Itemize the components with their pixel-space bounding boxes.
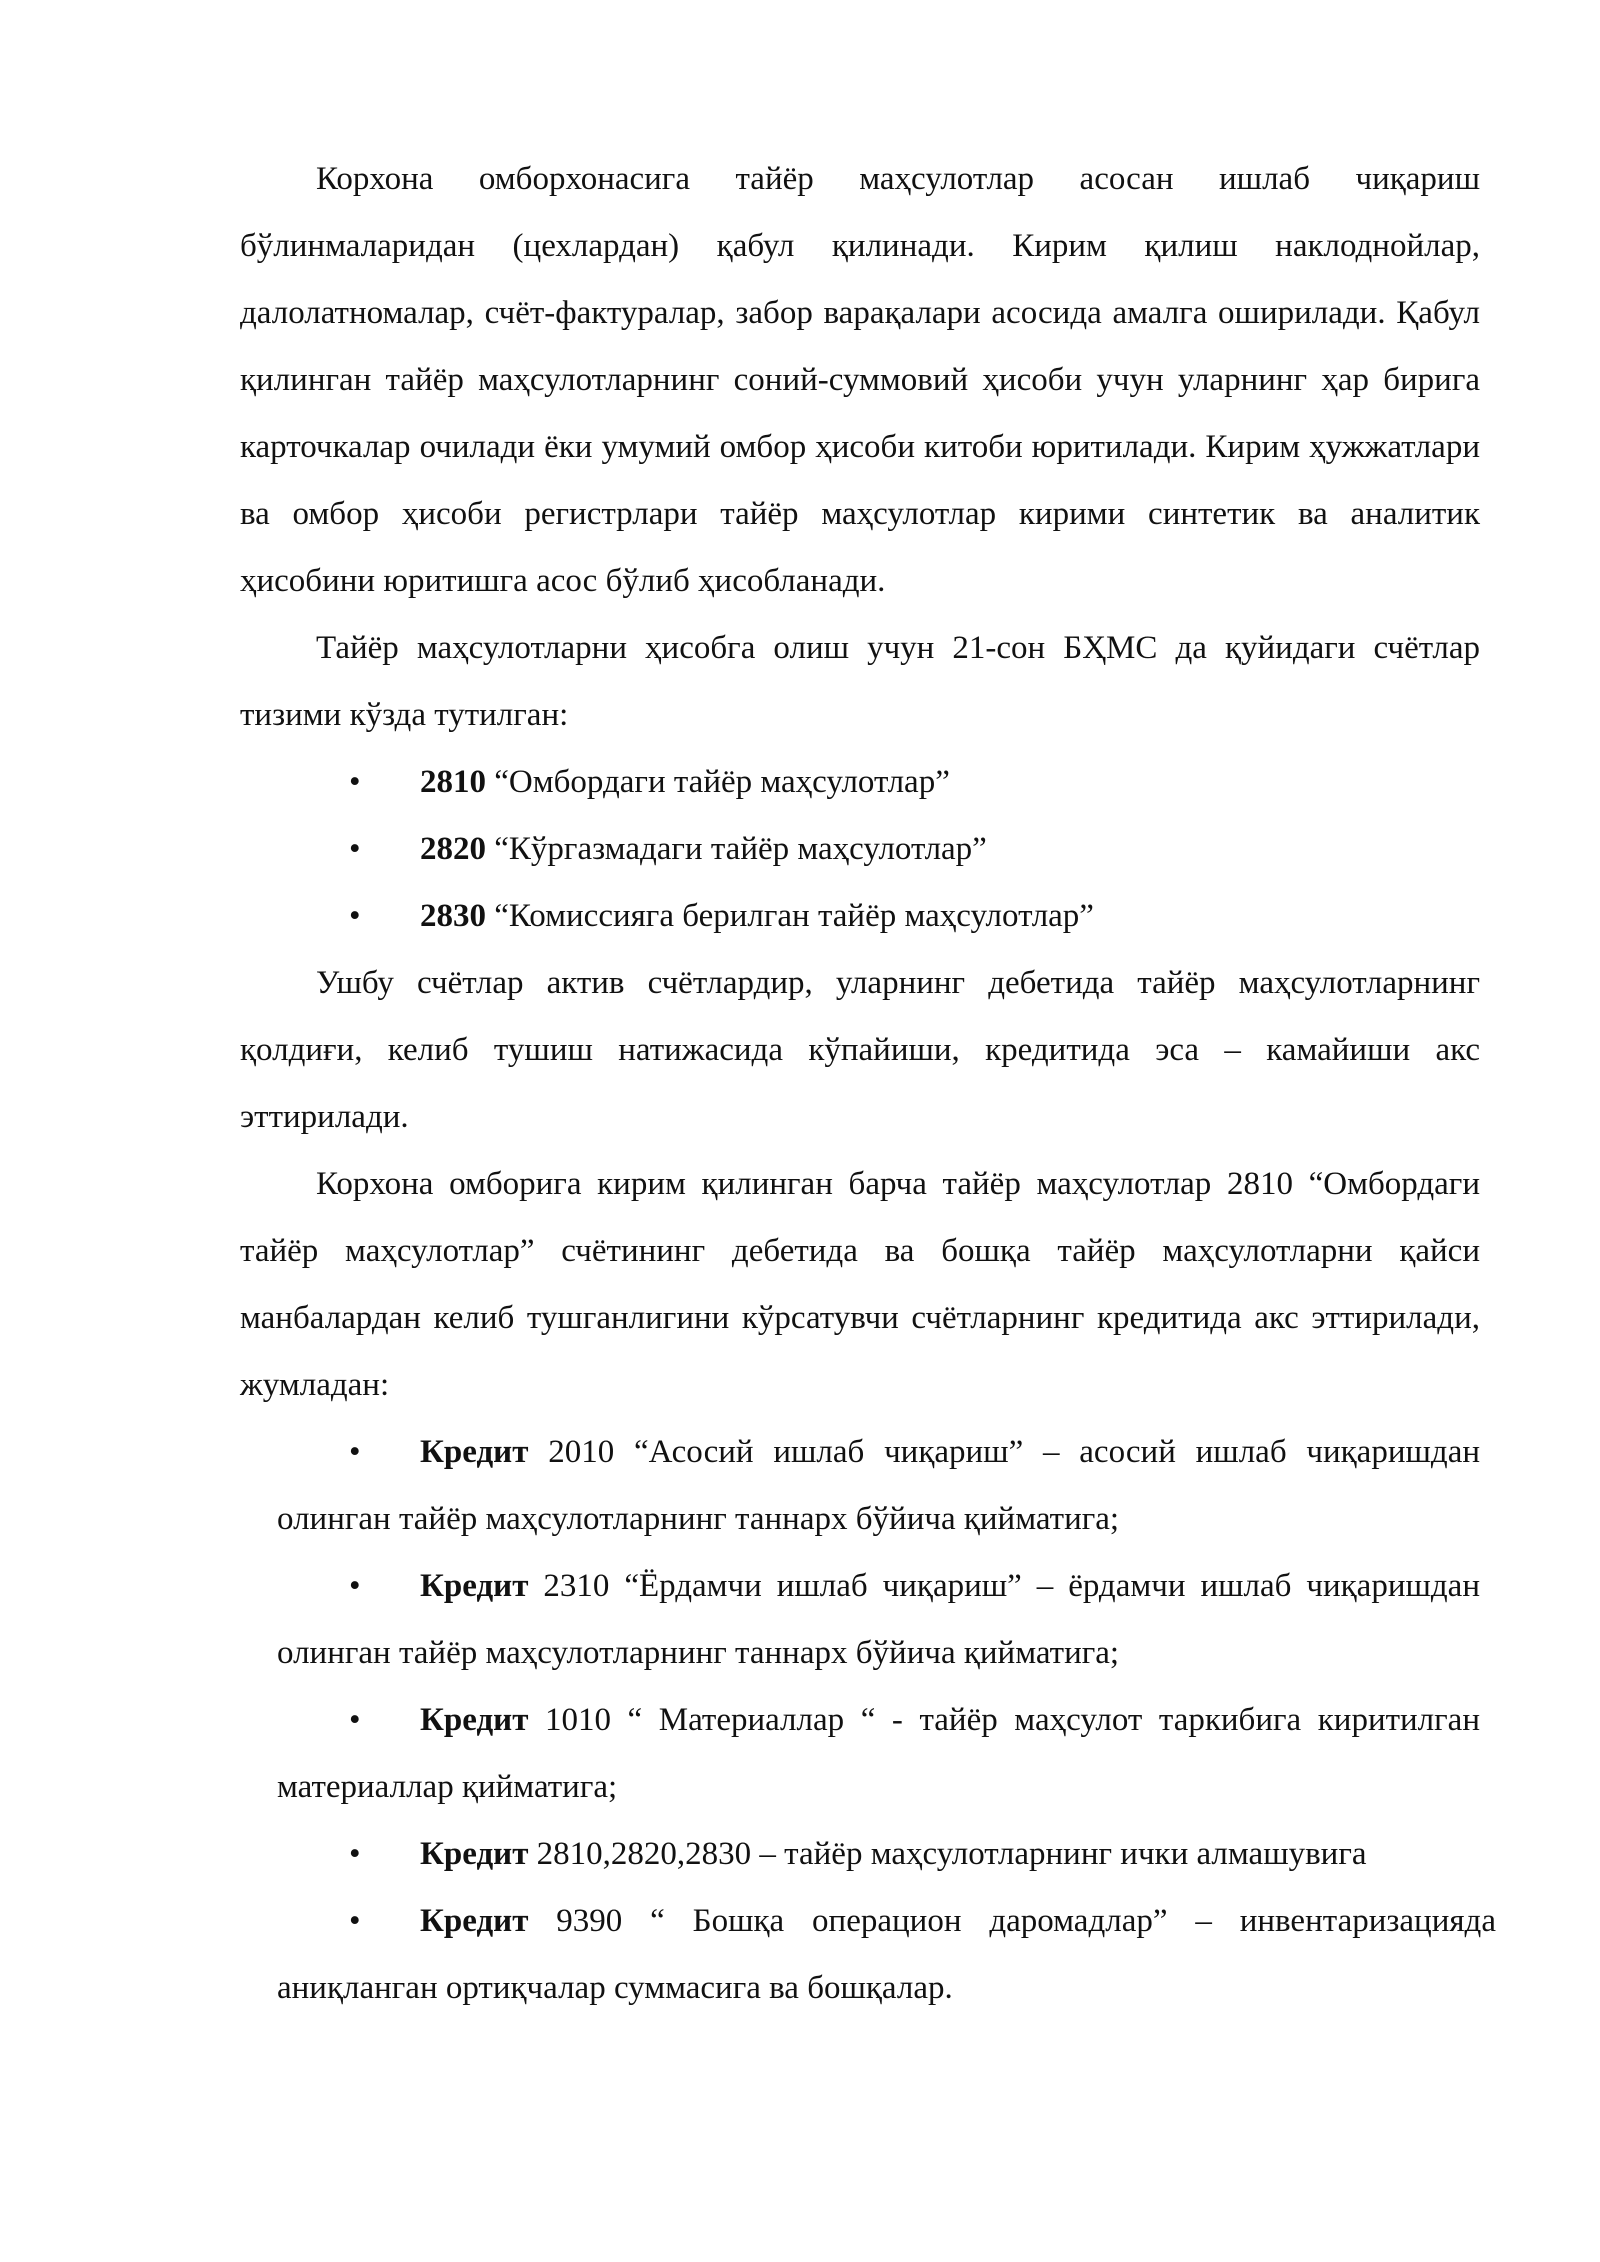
account-code: 2810 bbox=[420, 764, 486, 800]
bullet-icon: • bbox=[349, 1702, 361, 1738]
account-code: 2820 bbox=[420, 831, 486, 867]
bullet-icon: • bbox=[349, 1568, 361, 1604]
credit-text: 1010 “ Материаллар “ - тайёр маҳсулот таркибига киритилган материаллар қийматига; bbox=[277, 1702, 1480, 1805]
bullet-icon: • bbox=[349, 1434, 361, 1470]
paragraph-accounts-system: Тайёр маҳсулотларни ҳисобга олиш учун 21-сон БҲМС да қуйидаги счётлар тизими кўзда тутилган: bbox=[240, 630, 1480, 733]
credits-list bbox=[240, 1419, 1496, 2022]
account-name: “Комиссияга берилган тайёр маҳсулотлар” bbox=[486, 898, 1094, 934]
paragraph-debit-entries: Корхона омборига кирим қилинган барча тайёр маҳсулотлар 2810 “Омбордаги тайёр маҳсулотлар” счётининг дебетида ва бошқа тайёр маҳсулотларни қайси манбалардан келиб тушганлигини кўрсатувчи счётларнинг кредитида акс эттирилади, жумладан: bbox=[240, 1166, 1480, 1403]
list-item bbox=[277, 1888, 1496, 2022]
paragraph-active-accounts: Ушбу счётлар актив счётлардир, уларнинг дебетида тайёр маҳсулотларнинг қолдиғи, келиб тушиш натижасида кўпайиши, кредитида эса – камайиши акс эттирилади. bbox=[240, 965, 1480, 1135]
credit-label: Кредит bbox=[420, 1903, 529, 1939]
credit-text: 2810,2820,2830 – тайёр маҳсулотларнинг ички алмашувига bbox=[528, 1836, 1367, 1872]
credit-label: Кредит bbox=[420, 1702, 529, 1738]
account-name: “Кўргазмадаги тайёр маҳсулотлар” bbox=[486, 831, 987, 867]
list-item bbox=[277, 1687, 1480, 1821]
credit-text: 2310 “Ёрдамчи ишлаб чиқариш” – ёрдамчи ишлаб чиқаришдан олинган тайёр маҳсулотларнинг таннарх бўйича қийматига; bbox=[277, 1568, 1480, 1671]
bullet-icon: • bbox=[349, 764, 361, 800]
document-body bbox=[240, 146, 1496, 2022]
list-item bbox=[240, 816, 1480, 883]
account-code: 2830 bbox=[420, 898, 486, 934]
bullet-icon: • bbox=[349, 1903, 361, 1939]
list-item bbox=[240, 883, 1480, 950]
bullet-icon: • bbox=[349, 1836, 361, 1872]
paragraph-receipt-of-products: Корхона омборхонасига тайёр маҳсулотлар асосан ишлаб чиқариш бўлинмаларидан (цехлардан) қабул қилинади. Кирим қилиш наклоднойлар, далолатномалар, счёт-фактуралар, забор варақалари асосида амалга оширилади. Қабул қилинган тайёр маҳсулотларнинг соний-суммовий ҳисоби учун уларнинг ҳар бирига карточкалар очилади ёки умумий омбор ҳисоби китоби юритилади. Кирим ҳужжатлари ва омбор ҳисоби регистрлари тайёр маҳсулотлар кирими синтетик ва аналитик ҳисобини юритишга асос бўлиб ҳисобланади. bbox=[240, 161, 1480, 599]
credit-text: 9390 “ Бошқа операцион даромадлар” – инвентаризацияда аниқланган ортиқчалар суммасига ва бошқалар. bbox=[277, 1903, 1496, 2006]
bullet-icon: • bbox=[349, 898, 361, 934]
credit-label: Кредит bbox=[420, 1568, 529, 1604]
accounts-list bbox=[240, 749, 1480, 950]
list-item bbox=[277, 1821, 1480, 1888]
bullet-icon: • bbox=[349, 831, 361, 867]
account-name: “Омбордаги тайёр маҳсулотлар” bbox=[486, 764, 950, 800]
credit-text: 2010 “Асосий ишлаб чиқариш” – асосий ишлаб чиқаришдан олинган тайёр маҳсулотларнинг таннарх бўйича қийматига; bbox=[277, 1434, 1480, 1537]
credit-label: Кредит bbox=[420, 1434, 529, 1470]
credit-label: Кредит bbox=[420, 1836, 529, 1872]
list-item bbox=[240, 749, 1480, 816]
list-item bbox=[277, 1419, 1480, 1553]
list-item bbox=[277, 1553, 1480, 1687]
